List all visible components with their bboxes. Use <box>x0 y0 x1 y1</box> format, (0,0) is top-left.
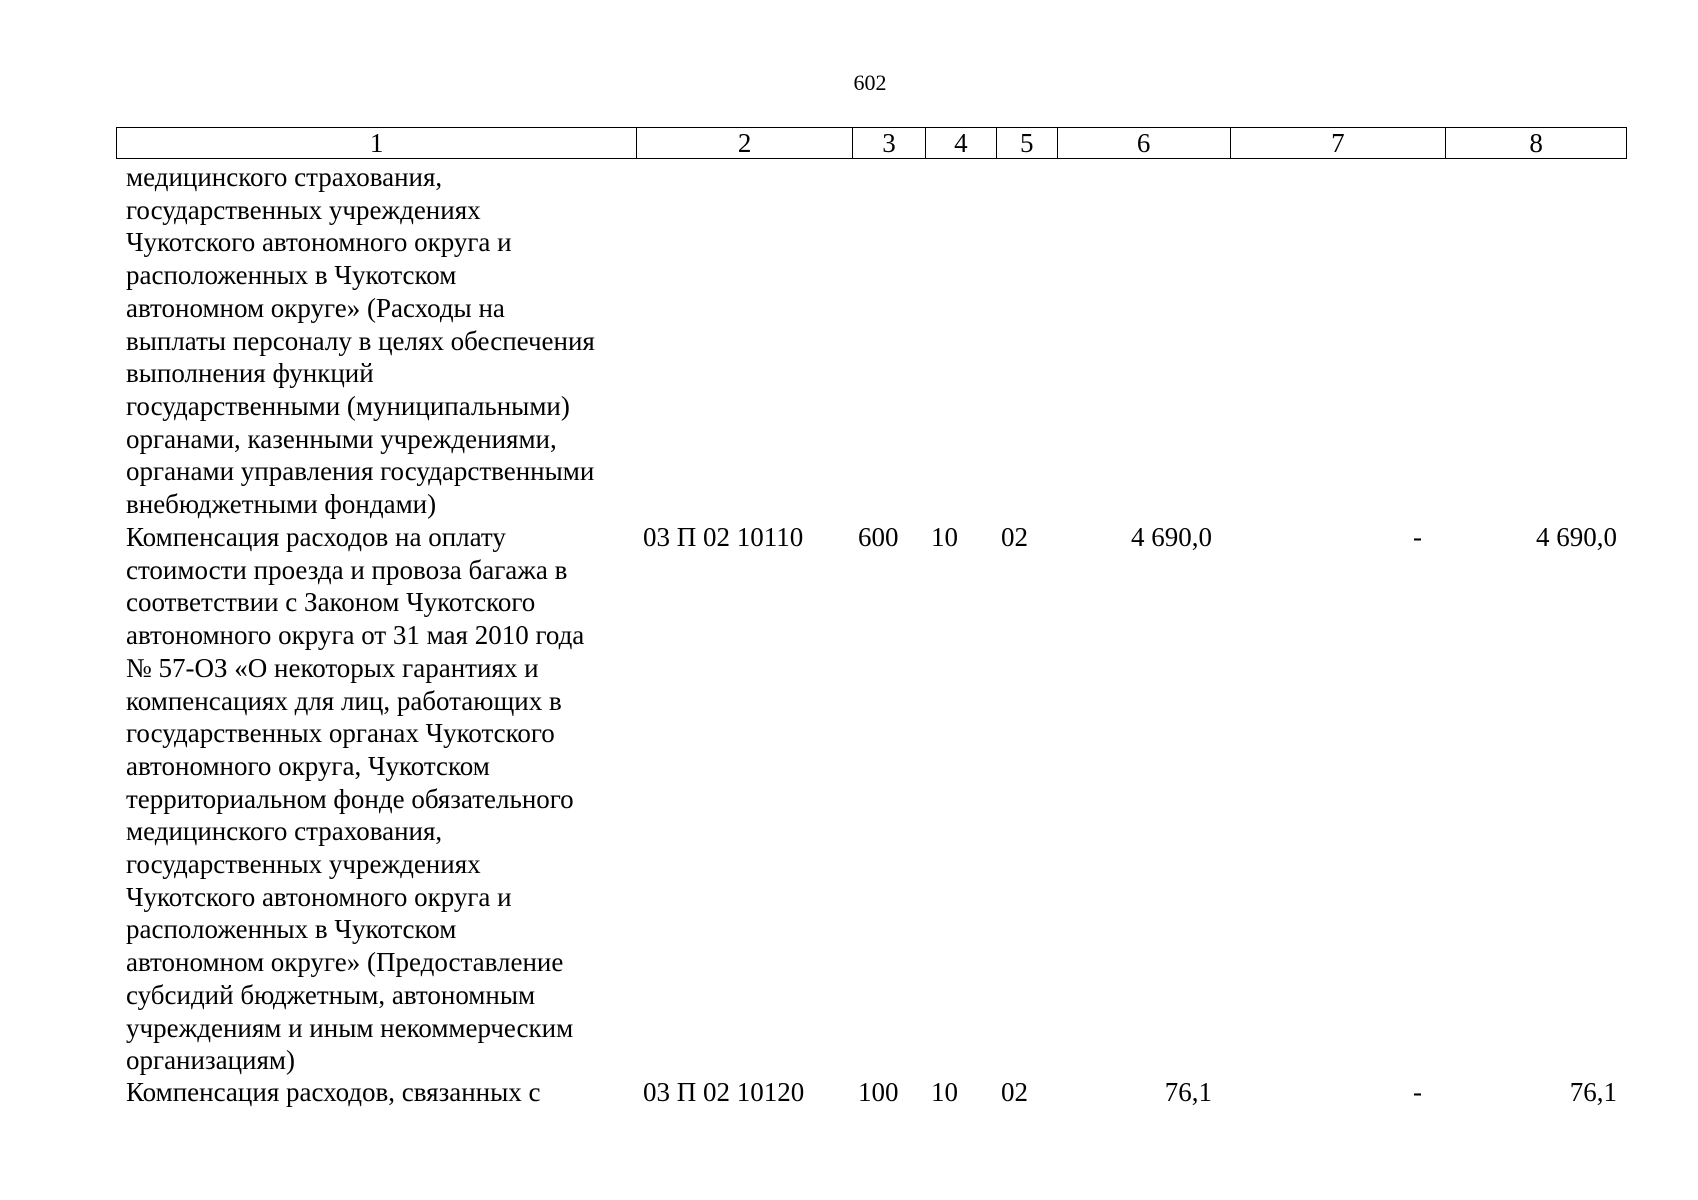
header-col-3: 3 <box>853 128 926 158</box>
header-col-2: 2 <box>637 128 853 158</box>
row-target-code: 03 П 02 10120 <box>643 1077 805 1107</box>
row-amount-col6: 76,1 <box>1164 1077 1212 1107</box>
row-subsection: 02 <box>1001 1077 1028 1107</box>
header-col-5: 5 <box>997 128 1058 158</box>
row-amount-col8: 4 690,0 <box>1536 522 1617 552</box>
row-description: Компенсация расходов на оплату стоимости проезда и провоза багажа в соответствии с Законом Чукотского автономного округа от 31 мая 2010 года № 57-ОЗ «О некоторых гарантиях и компенсациях для лиц, работающих в государственных органах Чукотского автономного округа, Чукотском территориальном фонде обязательного медицинского страхования, государственных учреждениях Чукотского автономного округа и расположенных в Чукотском автономном округе» (Предоставление субсидий бюджетным, автономным учреждениям и иным некоммерческим организациям) <box>126 522 585 1076</box>
row-description: Компенсация расходов, связанных с <box>126 1077 541 1107</box>
row-target-code: 03 П 02 10110 <box>643 522 804 552</box>
row-amount-col6: 4 690,0 <box>1131 522 1212 552</box>
header-col-1: 1 <box>117 128 637 158</box>
header-col-8: 8 <box>1529 128 1543 158</box>
page-number: 602 <box>853 70 887 95</box>
table-header <box>116 127 1627 159</box>
header-col-4: 4 <box>926 128 997 158</box>
row-expense-type: 600 <box>858 522 899 552</box>
row-expense-type: 100 <box>858 1077 899 1107</box>
row-subsection: 02 <box>1001 522 1028 552</box>
header-col-7: 7 <box>1231 128 1447 158</box>
row-amount-col8: 76,1 <box>1569 1077 1617 1107</box>
row-description: медицинского страхования, государственных учреждениях Чукотского автономного округа и расположенных в Чукотском автономном округе» (Расходы на выплаты персоналу в целях обеспечения выполнения функций государственными (муниципальными) органами, казенными учреждениями, органами управления государственными внебюджетными фондами) <box>126 162 595 520</box>
row-amount-col7: - <box>1413 522 1422 552</box>
row-section: 10 <box>931 1077 958 1107</box>
header-col-6: 6 <box>1058 128 1231 158</box>
row-amount-col7: - <box>1413 1077 1422 1107</box>
row-section: 10 <box>931 522 958 552</box>
